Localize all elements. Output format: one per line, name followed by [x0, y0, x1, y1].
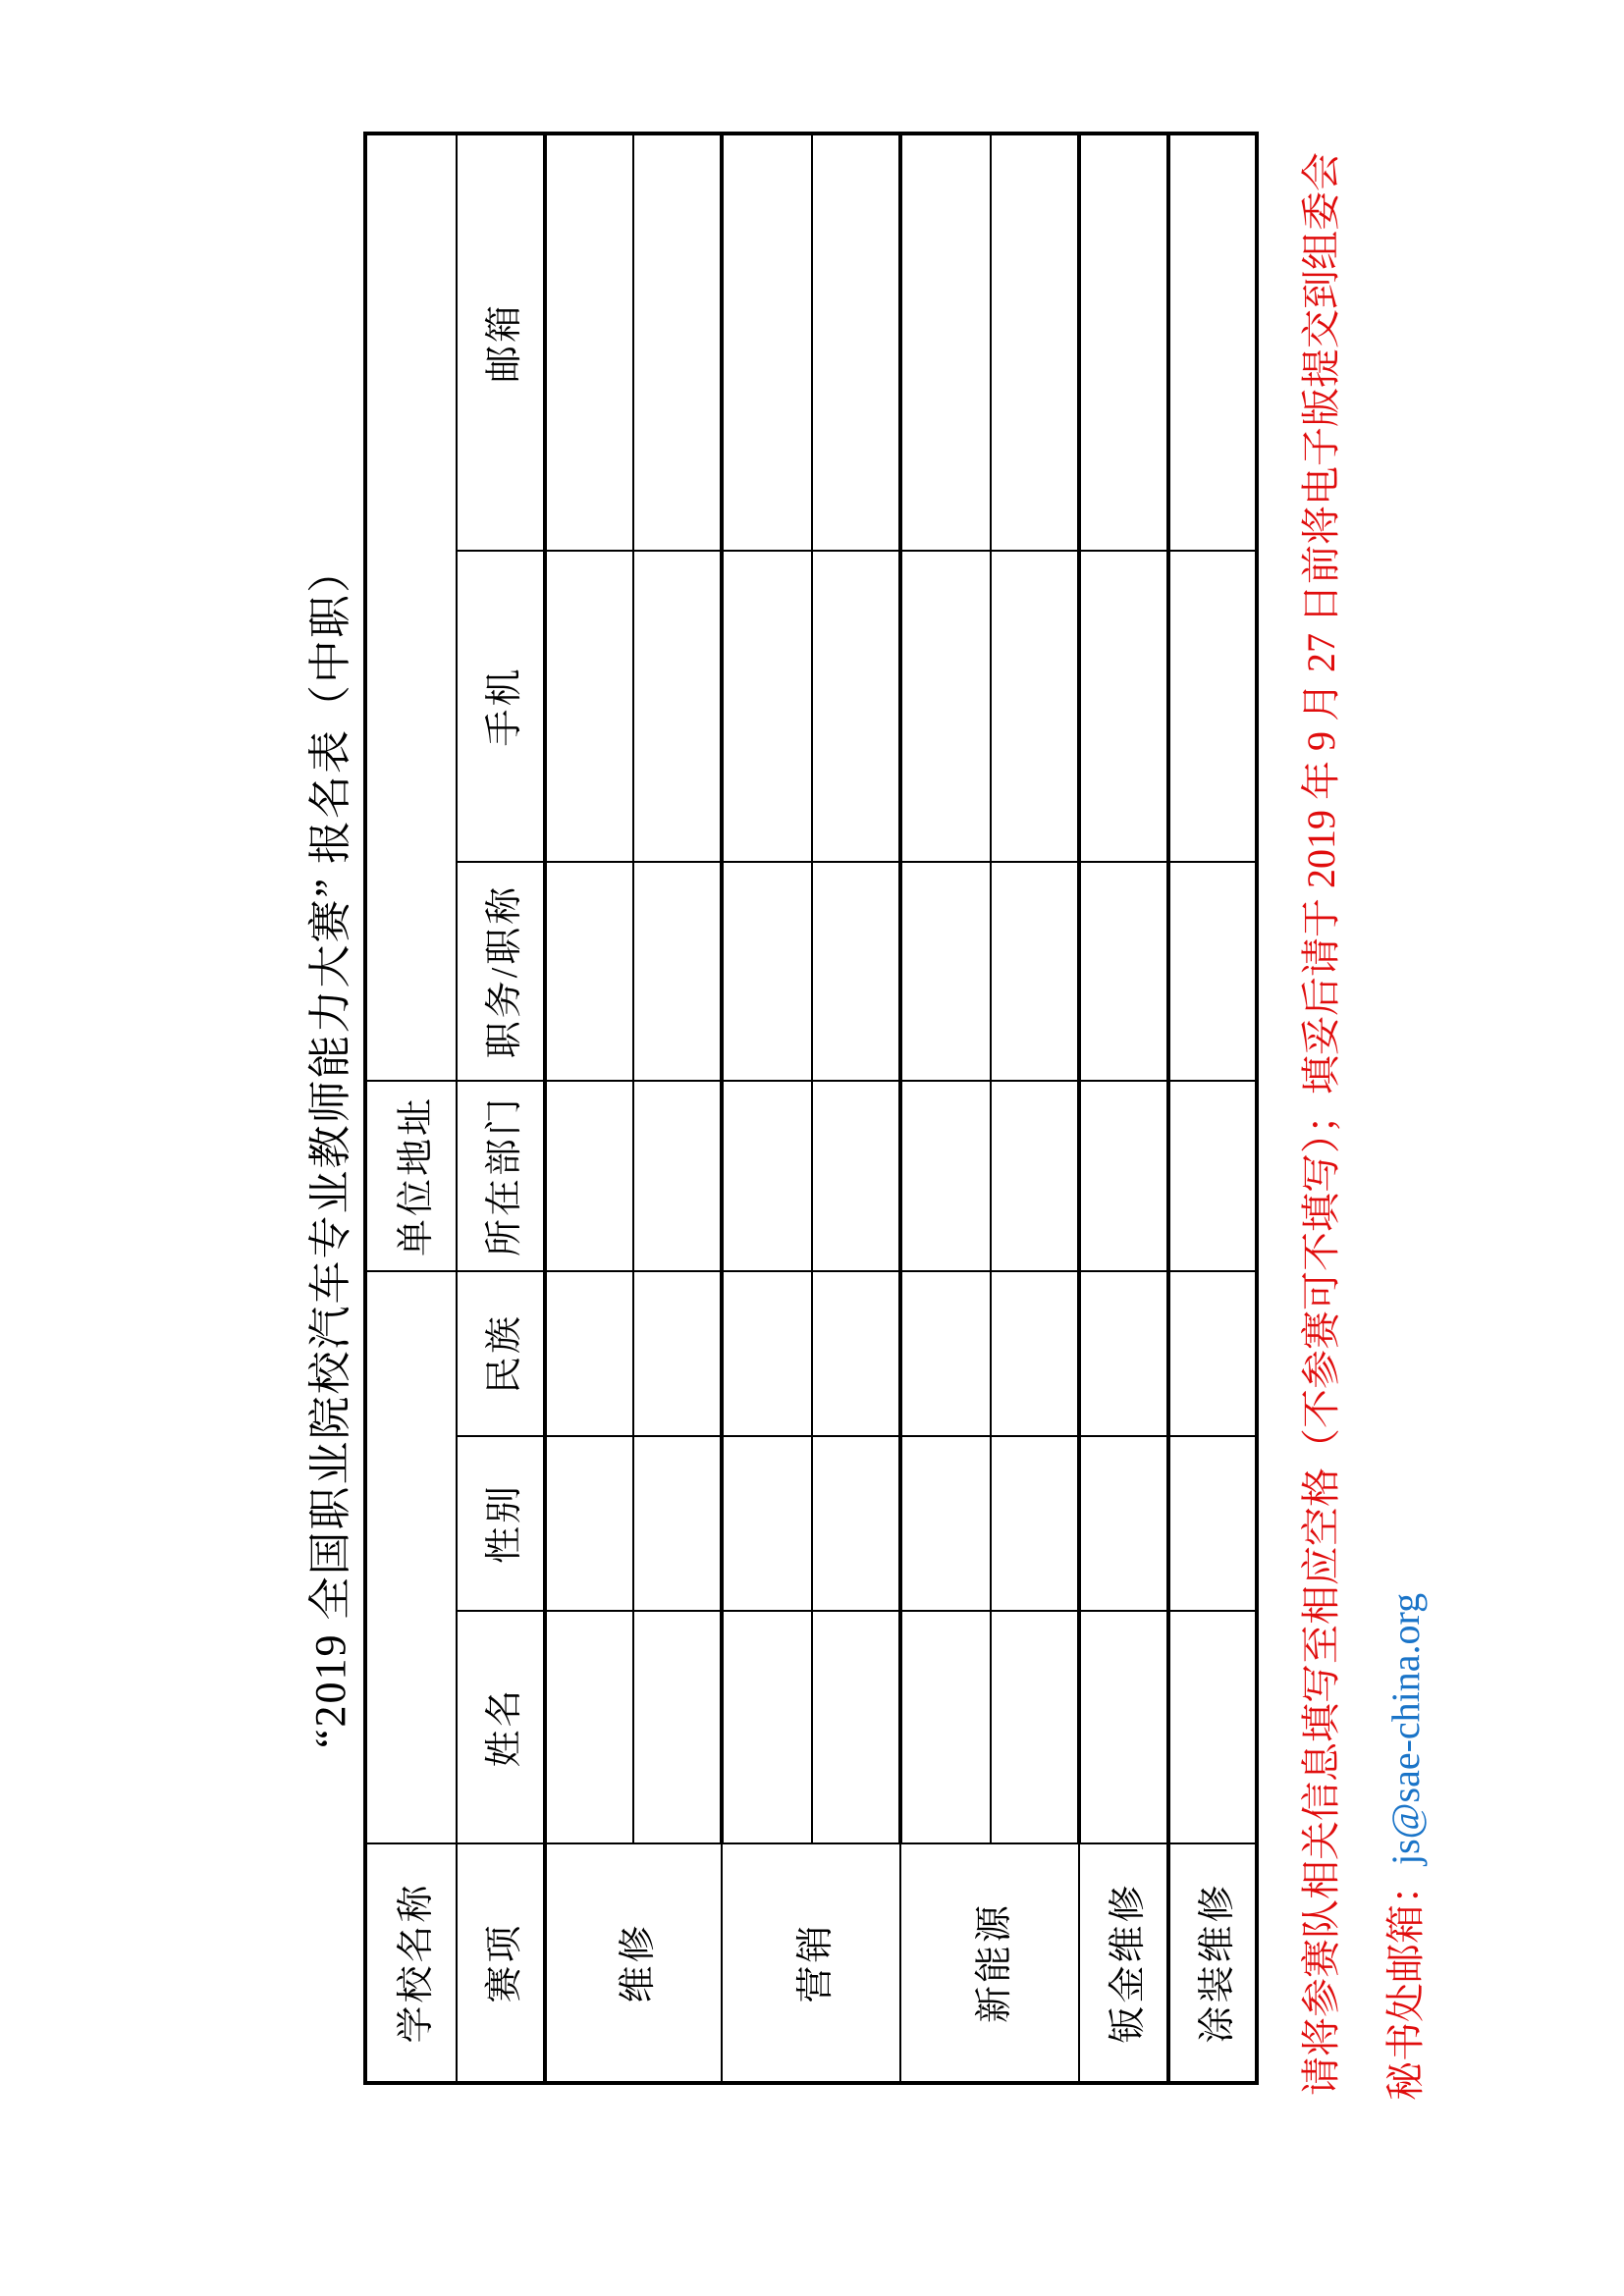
table-row-yingxiao-2	[812, 133, 900, 2083]
empty-cell	[722, 1271, 812, 1436]
empty-cell	[991, 1081, 1079, 1271]
table-header-row	[457, 133, 545, 2083]
footer-note-contact	[1379, 1593, 1434, 2101]
empty-cell	[1079, 551, 1168, 862]
empty-cell	[900, 1271, 991, 1436]
header-email: 邮箱	[457, 133, 545, 551]
empty-cell	[991, 862, 1079, 1081]
secretariat-email-link[interactable]: js@sae-china.org	[1383, 1592, 1428, 1865]
empty-cell	[1168, 1271, 1257, 1436]
empty-cell	[812, 133, 900, 551]
empty-cell	[1168, 133, 1257, 551]
empty-cell	[545, 551, 633, 862]
header-name: 姓名	[457, 1611, 545, 1843]
empty-cell	[900, 1611, 991, 1843]
empty-cell	[545, 1611, 633, 1843]
empty-cell	[722, 1611, 812, 1843]
event-label-tuzhuang-weixiu: 涂装维修	[1168, 1843, 1257, 2083]
empty-cell	[991, 133, 1079, 551]
empty-cell	[812, 862, 900, 1081]
empty-cell	[812, 551, 900, 862]
footer-note-instructions: 请将参赛队相关信息填写至相应空格（不参赛可不填写）；填妥后请于 2019 年 9 月 27 日前将电子版提交到组委会	[1299, 152, 1343, 2096]
empty-cell	[633, 862, 722, 1081]
header-mobile: 手机	[457, 551, 545, 862]
empty-cell	[1168, 551, 1257, 862]
event-label-weixiu: 维修	[545, 1843, 722, 2083]
table-row-weixiu-1	[545, 133, 633, 2083]
header-gender: 性别	[457, 1436, 545, 1611]
empty-cell	[1079, 1271, 1168, 1436]
header-position-title: 职务/职称	[457, 862, 545, 1081]
school-name-input-cell	[365, 1271, 457, 1843]
empty-cell	[812, 1611, 900, 1843]
empty-cell	[1079, 1081, 1168, 1271]
empty-cell	[1079, 862, 1168, 1081]
school-name-label: 学校名称	[365, 1843, 457, 2083]
empty-cell	[1079, 1436, 1168, 1611]
empty-cell	[900, 1436, 991, 1611]
empty-cell	[991, 1271, 1079, 1436]
empty-cell	[722, 1436, 812, 1611]
empty-cell	[812, 1436, 900, 1611]
empty-cell	[812, 1081, 900, 1271]
empty-cell	[722, 1081, 812, 1271]
header-ethnicity: 民族	[457, 1271, 545, 1436]
header-event: 赛项	[457, 1843, 545, 2083]
table-row-xinnengyuan-2	[991, 133, 1079, 2083]
event-label-xinnengyuan: 新能源	[900, 1843, 1079, 2083]
empty-cell	[545, 862, 633, 1081]
empty-cell	[722, 551, 812, 862]
table-row-tuzhuang	[1168, 133, 1257, 2083]
table-row-banjin	[1079, 133, 1168, 2083]
table-row-yingxiao-1	[722, 133, 812, 2083]
empty-cell	[991, 1436, 1079, 1611]
form-title: “2019 全国职业院校汽车专业教师能力大赛” 报名表（中职）	[306, 547, 354, 1749]
table-row-school	[365, 133, 457, 2083]
event-label-banjin-weixiu: 钣金维修	[1079, 1843, 1168, 2083]
empty-cell	[900, 133, 991, 551]
header-department: 所在部门	[457, 1081, 545, 1271]
empty-cell	[900, 862, 991, 1081]
empty-cell	[991, 551, 1079, 862]
unit-address-input-cell	[365, 133, 457, 1081]
empty-cell	[545, 133, 633, 551]
event-label-yingxiao: 营销	[722, 1843, 900, 2083]
empty-cell	[722, 862, 812, 1081]
empty-cell	[545, 1436, 633, 1611]
empty-cell	[545, 1081, 633, 1271]
empty-cell	[633, 133, 722, 551]
empty-cell	[545, 1271, 633, 1436]
empty-cell	[900, 1081, 991, 1271]
table-row-xinnengyuan-1	[900, 133, 991, 2083]
empty-cell	[633, 1436, 722, 1611]
secretariat-mailbox-label: 秘书处邮箱：	[1383, 1865, 1428, 2101]
unit-address-label: 单位地址	[365, 1081, 457, 1271]
empty-cell	[1079, 1611, 1168, 1843]
empty-cell	[1168, 862, 1257, 1081]
empty-cell	[633, 1271, 722, 1436]
empty-cell	[722, 133, 812, 551]
empty-cell	[1168, 1436, 1257, 1611]
empty-cell	[1168, 1081, 1257, 1271]
empty-cell	[633, 1081, 722, 1271]
table-row-weixiu-2	[633, 133, 722, 2083]
registration-table	[363, 132, 1259, 2085]
empty-cell	[900, 551, 991, 862]
empty-cell	[633, 1611, 722, 1843]
empty-cell	[633, 551, 722, 862]
empty-cell	[991, 1611, 1079, 1843]
empty-cell	[1168, 1611, 1257, 1843]
empty-cell	[1079, 133, 1168, 551]
empty-cell	[812, 1271, 900, 1436]
